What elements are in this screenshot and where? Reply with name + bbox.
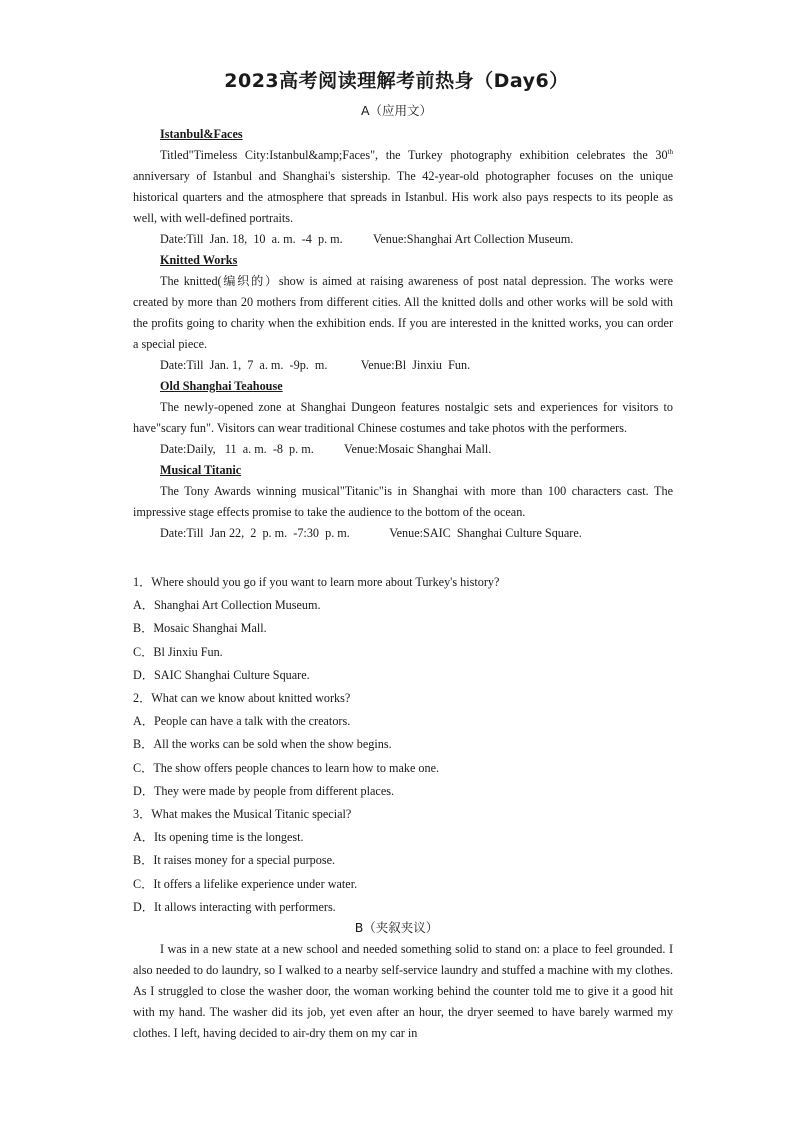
item-desc-teahouse: The newly-opened zone at Shanghai Dungeon features nostalgic sets and experiences for visitors to have"scary fun". Visitors can wear traditional Chinese costumes and take photos with the performers. bbox=[133, 400, 673, 435]
item-meta-teahouse bbox=[160, 439, 673, 460]
question-option: C．It offers a lifelike experience under water. bbox=[133, 876, 358, 891]
item-date: Date:Till Jan. 1, 7 a. m. -9p. m. bbox=[160, 358, 328, 372]
question-stem: 3．What makes the Musical Titanic special? bbox=[133, 807, 352, 822]
section-a-heading: A（应用文） bbox=[360, 103, 433, 118]
item-meta-istanbul bbox=[160, 229, 673, 250]
item-venue: Venue:SAIC Shanghai Culture Square. bbox=[389, 526, 582, 540]
item-desc-knitted: The knitted(编织的）show is aimed at raising awareness of post natal depression. The works were created by more than 20 mothers from different cities. All the knitted dolls and other works will be sold with the profits going to charity when the exhibition ends. If you are interested in the knitted works, you can order a special piece. bbox=[133, 274, 673, 351]
item-title-istanbul: Istanbul&Faces bbox=[160, 127, 243, 141]
question-option: B．Mosaic Shanghai Mall. bbox=[133, 621, 267, 636]
section-b-body bbox=[133, 939, 673, 1044]
page-title: 2023高考阅读理解考前热身（Day6） bbox=[224, 70, 569, 92]
item-date: Date:Till Jan 22, 2 p. m. -7:30 p. m. bbox=[160, 526, 350, 540]
item-meta-knitted bbox=[160, 355, 673, 376]
section-b-paragraph: I was in a new state at a new school and needed something solid to stand on: a place to feel grounded. I also needed to do laundry, so I walked to a nearby self-service laundry and stuffed a machine with my clothes. As I struggled to close the washer door, the woman working behind the counter told me to give it a good hit with my hand. The washer did its job, yet even after an hour, the dryer seemed to have barely warmed my clothes. I left, having decided to air-dry them on my car in bbox=[133, 942, 673, 1040]
item-venue: Venue:Bl Jinxiu Fun. bbox=[360, 358, 471, 372]
item-venue: Venue:Mosaic Shanghai Mall. bbox=[344, 442, 492, 456]
item-venue: Venue:Shanghai Art Collection Museum. bbox=[372, 232, 574, 246]
question-option: A．People can have a talk with the creators. bbox=[133, 714, 351, 729]
question-option: B．It raises money for a special purpose. bbox=[133, 853, 336, 868]
questions-block bbox=[133, 571, 673, 919]
section-b-heading: B（夹叙夹议） bbox=[354, 920, 439, 935]
item-meta-titanic bbox=[160, 523, 673, 544]
question-option: C．Bl Jinxiu Fun. bbox=[133, 644, 223, 659]
question-option: D．SAIC Shanghai Culture Square. bbox=[133, 667, 310, 682]
question-stem: 1．Where should you go if you want to learn more about Turkey's history? bbox=[133, 575, 500, 589]
question-option: D．It allows interacting with performers. bbox=[133, 899, 336, 914]
question-option: D．They were made by people from different places. bbox=[133, 783, 395, 798]
item-desc-istanbul: Titled"Timeless City:Istanbul&amp;Faces", the Turkey photography exhibition celebrates the 30th anniversary of Istanbul and Shanghai's sistership. The 42-year-old photographer focuses on the unique historical quarters and the atmosphere that spreads in Istanbul. His work also pays respects to its people as well, with well-defined portraits. bbox=[133, 147, 673, 225]
question-option: B．All the works can be sold when the show begins. bbox=[133, 737, 392, 752]
question-option: A．Its opening time is the longest. bbox=[133, 830, 304, 845]
question-option: C．The show offers people chances to learn how to make one. bbox=[133, 760, 440, 775]
item-title-teahouse: Old Shanghai Teahouse bbox=[160, 379, 283, 393]
question-option: A．Shanghai Art Collection Museum. bbox=[133, 598, 321, 613]
item-date: Date:Daily, 11 a. m. -8 p. m. bbox=[160, 442, 314, 456]
item-title-titanic: Musical Titanic bbox=[160, 463, 242, 477]
item-title-knitted: Knitted Works bbox=[160, 253, 238, 267]
item-desc-titanic: The Tony Awards winning musical"Titanic"is in Shanghai with more than 100 characters cast. The impressive stage effects promise to take the audience to the bottom of the ocean. bbox=[133, 484, 673, 519]
section-a-body bbox=[133, 124, 673, 544]
question-stem: 2．What can we know about knitted works? bbox=[133, 691, 351, 706]
item-date: Date:Till Jan. 18, 10 a. m. -4 p. m. bbox=[160, 232, 343, 246]
